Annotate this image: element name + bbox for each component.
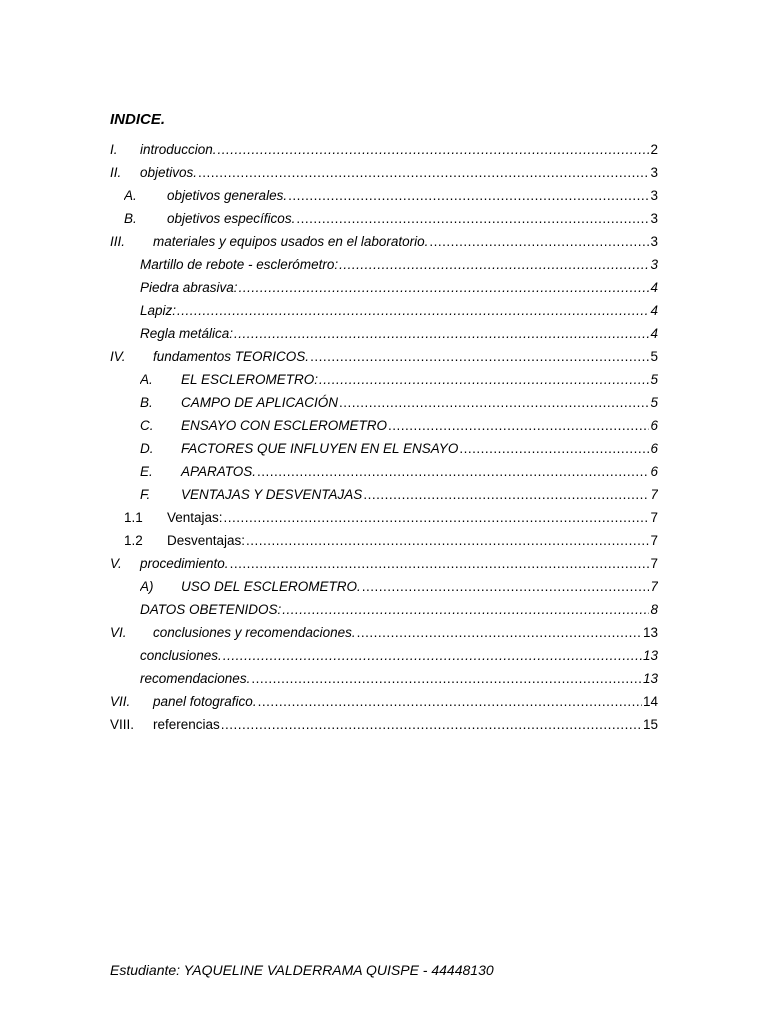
toc-leader bbox=[221, 713, 642, 736]
toc-page-number: 13 bbox=[642, 625, 658, 640]
toc-label: Ventajas: bbox=[167, 510, 223, 525]
toc-number: A) bbox=[140, 579, 154, 594]
student-footer: Estudiante: YAQUELINE VALDERRAMA QUISPE - 44448130 bbox=[110, 962, 494, 978]
toc-entry-9[interactable] bbox=[140, 322, 658, 345]
toc-label: fundamentos TEORICOS. bbox=[153, 349, 310, 364]
toc-number: VI. bbox=[110, 625, 127, 640]
toc-entry-24[interactable] bbox=[140, 667, 658, 690]
toc-number: VII. bbox=[110, 694, 131, 709]
toc-entry-17[interactable] bbox=[124, 506, 658, 529]
toc-entry-12[interactable] bbox=[140, 391, 658, 414]
toc-entry-22[interactable] bbox=[110, 621, 658, 644]
toc-label: panel fotografico. bbox=[153, 694, 257, 709]
toc-page-number: 7 bbox=[650, 579, 658, 594]
toc-leader bbox=[339, 391, 649, 414]
toc-entry-1[interactable] bbox=[110, 138, 658, 161]
toc-label: FACTORES QUE INFLUYEN EN EL ENSAYO bbox=[181, 441, 459, 456]
toc-label: EL ESCLEROMETRO: bbox=[181, 372, 319, 387]
toc-number: D. bbox=[140, 441, 154, 456]
toc-label: Regla metálica: bbox=[140, 326, 234, 341]
toc-leader bbox=[239, 276, 650, 299]
toc-leader bbox=[223, 644, 642, 667]
toc-page-number: 14 bbox=[642, 694, 658, 709]
toc-leader bbox=[246, 529, 649, 552]
toc-page-number: 3 bbox=[650, 188, 658, 203]
toc-entry-25[interactable] bbox=[110, 690, 658, 713]
toc-leader bbox=[251, 667, 642, 690]
toc-page-number: 5 bbox=[650, 372, 658, 387]
toc-entry-18[interactable] bbox=[124, 529, 658, 552]
toc-leader bbox=[357, 621, 642, 644]
toc-label: APARATOS. bbox=[181, 464, 257, 479]
toc-number: IV. bbox=[110, 349, 126, 364]
toc-leader bbox=[363, 483, 649, 506]
toc-page-number: 13 bbox=[642, 671, 658, 686]
toc-label: Lapiz: bbox=[140, 303, 177, 318]
toc-page-number: 8 bbox=[650, 602, 658, 617]
toc-number: II. bbox=[110, 165, 122, 180]
toc-leader bbox=[362, 575, 650, 598]
toc-label: recomendaciones. bbox=[140, 671, 251, 686]
toc-page-number: 3 bbox=[650, 165, 658, 180]
toc-leader bbox=[288, 184, 649, 207]
index-title: INDICE. bbox=[110, 111, 166, 128]
toc-entry-6[interactable] bbox=[140, 253, 658, 276]
toc-leader bbox=[198, 161, 649, 184]
toc-page-number: 7 bbox=[650, 533, 658, 548]
toc-label: DATOS OBETENIDOS: bbox=[140, 602, 282, 617]
toc-number: III. bbox=[110, 234, 126, 249]
toc-page-number: 13 bbox=[642, 648, 658, 663]
toc-entry-4[interactable] bbox=[124, 207, 658, 230]
toc-leader bbox=[177, 299, 649, 322]
toc-page-number: 5 bbox=[650, 349, 658, 364]
toc-entry-11[interactable] bbox=[140, 368, 658, 391]
toc-number: A. bbox=[124, 188, 137, 203]
toc-entry-15[interactable] bbox=[140, 460, 658, 483]
toc-label: referencias bbox=[153, 717, 220, 732]
toc-label: materiales y equipos usados en el laboratorio. bbox=[153, 234, 429, 249]
toc-label: Piedra abrasiva: bbox=[140, 280, 238, 295]
toc-leader bbox=[339, 253, 649, 276]
toc-page-number: 4 bbox=[650, 280, 658, 295]
toc-page-number: 6 bbox=[650, 418, 658, 433]
toc-entry-23[interactable] bbox=[140, 644, 658, 667]
toc-number: I. bbox=[110, 142, 118, 157]
toc-label: introduccion. bbox=[140, 142, 217, 157]
toc-page-number: 3 bbox=[650, 234, 658, 249]
toc-page-number: 2 bbox=[650, 142, 658, 157]
toc-entry-3[interactable] bbox=[124, 184, 658, 207]
toc-number: 1.1 bbox=[124, 510, 143, 525]
toc-page-number: 7 bbox=[650, 510, 658, 525]
toc-page-number: 6 bbox=[650, 441, 658, 456]
toc-leader bbox=[218, 138, 650, 161]
toc-page-number: 3 bbox=[650, 257, 658, 272]
toc-page-number: 6 bbox=[650, 464, 658, 479]
toc-page-number: 5 bbox=[650, 395, 658, 410]
toc-label: CAMPO DE APLICACIÓN bbox=[181, 395, 339, 410]
toc-number: B. bbox=[124, 211, 137, 226]
toc-number: F. bbox=[140, 487, 151, 502]
toc-number: VIII. bbox=[110, 717, 135, 732]
toc-entry-2[interactable] bbox=[110, 161, 658, 184]
toc-leader bbox=[310, 345, 649, 368]
toc-leader bbox=[282, 598, 649, 621]
toc-number: B. bbox=[140, 395, 153, 410]
toc-page-number: 3 bbox=[650, 211, 658, 226]
toc-label: conclusiones. bbox=[140, 648, 222, 663]
toc-label: USO DEL ESCLEROMETRO. bbox=[181, 579, 361, 594]
toc-leader bbox=[230, 552, 650, 575]
toc-label: conclusiones y recomendaciones. bbox=[153, 625, 356, 640]
toc-leader bbox=[234, 322, 649, 345]
toc-page-number: 4 bbox=[650, 326, 658, 341]
toc-leader bbox=[224, 506, 650, 529]
toc-entry-10[interactable] bbox=[110, 345, 658, 368]
toc-leader bbox=[459, 437, 649, 460]
toc-label: objetivos generales. bbox=[167, 188, 288, 203]
toc-label: procedimiento. bbox=[140, 556, 229, 571]
toc-leader bbox=[257, 460, 649, 483]
toc-leader bbox=[319, 368, 649, 391]
toc-number: 1.2 bbox=[124, 533, 143, 548]
toc-number: E. bbox=[140, 464, 153, 479]
toc-label: Martillo de rebote - esclerómetro: bbox=[140, 257, 339, 272]
toc-entry-16[interactable] bbox=[140, 483, 658, 506]
toc-entry-7[interactable] bbox=[140, 276, 658, 299]
toc-entry-20[interactable] bbox=[140, 575, 658, 598]
toc-entry-26[interactable] bbox=[110, 713, 658, 736]
toc-entry-13[interactable] bbox=[140, 414, 658, 437]
toc-page-number: 15 bbox=[642, 717, 658, 732]
toc-entry-5[interactable] bbox=[110, 230, 658, 253]
toc-page-number: 7 bbox=[650, 487, 658, 502]
toc-entry-19[interactable] bbox=[110, 552, 658, 575]
toc-leader bbox=[296, 207, 649, 230]
toc-label: ENSAYO CON ESCLEROMETRO bbox=[181, 418, 388, 433]
toc-page-number: 7 bbox=[650, 556, 658, 571]
toc-leader bbox=[429, 230, 649, 253]
toc-number: C. bbox=[140, 418, 154, 433]
toc-number: A. bbox=[140, 372, 153, 387]
toc-leader bbox=[388, 414, 649, 437]
toc-leader bbox=[258, 690, 642, 713]
toc-entry-8[interactable] bbox=[140, 299, 658, 322]
toc-page-number: 4 bbox=[650, 303, 658, 318]
toc-label: objetivos específicos. bbox=[167, 211, 296, 226]
toc-label: VENTAJAS Y DESVENTAJAS bbox=[181, 487, 363, 502]
toc-number: V. bbox=[110, 556, 122, 571]
toc-entry-14[interactable] bbox=[140, 437, 658, 460]
toc-entry-21[interactable] bbox=[140, 598, 658, 621]
toc-label: objetivos. bbox=[140, 165, 198, 180]
toc-label: Desventajas: bbox=[167, 533, 246, 548]
